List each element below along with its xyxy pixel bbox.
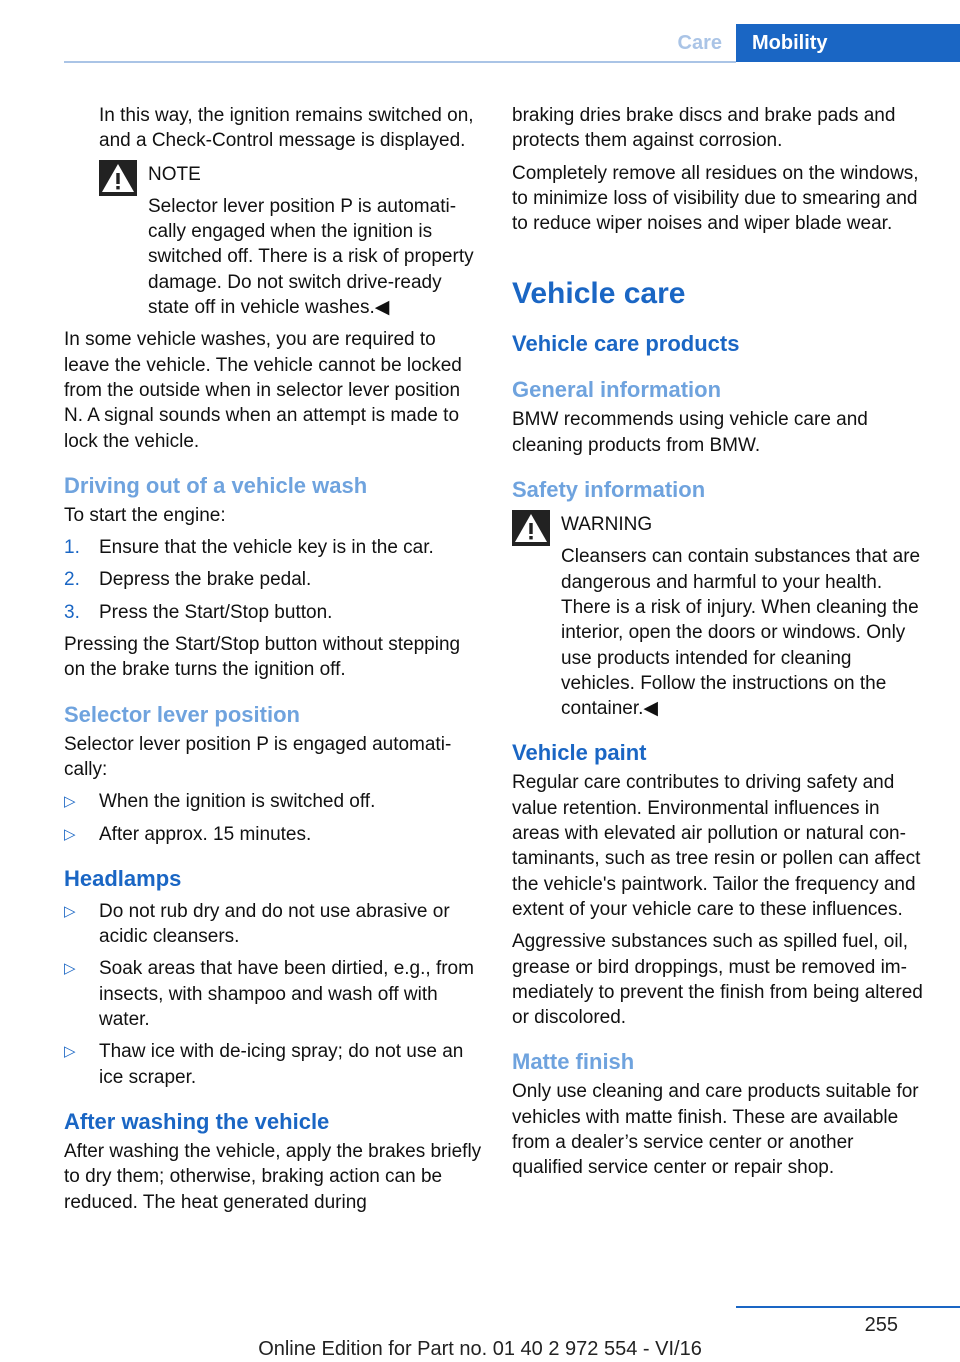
warning-box (512, 512, 928, 721)
triangle-right-icon: ▷ (64, 1043, 76, 1061)
edition-footer: Online Edition for Part no. 01 40 2 972 554 - VI/16 (258, 1338, 702, 1360)
intro-paragraph: In this way, the ignition remains switched on, and a Check-Control message is displayed. (99, 105, 474, 152)
step-text: Depress the brake pedal. (99, 569, 312, 591)
step-number: 1. (64, 537, 80, 559)
headlamps-heading: Headlamps (64, 865, 182, 891)
selector-heading: Selector lever position (64, 701, 300, 727)
driving-out-intro: To start the engine: (64, 504, 226, 526)
residues-paragraph: Completely remove all residues on the windows, to minimize loss of visibility due to smearing and to reduce wiper noises and wiper blade wear. (512, 162, 919, 235)
list-item (64, 600, 482, 625)
note-text: Selector lever position P is automatically engaged when the ignition is switched off. There is a risk of property damage. Do not switch drive-ready state off in vehicle washes.◀ (148, 195, 474, 319)
list-item (64, 567, 482, 592)
after-wash-text: After washing the vehicle, apply the brakes briefly to dry them; otherwise, braking action can be reduced. The heat generated during (64, 1140, 482, 1213)
general-info-heading: General information (512, 377, 722, 403)
bullet-text: After approx. 15 minutes. (99, 823, 312, 845)
tab-mobility[interactable]: Mobility (736, 24, 960, 62)
selector-list (64, 789, 482, 847)
triangle-right-icon: ▷ (64, 793, 76, 811)
vehicle-care-heading: Vehicle care (512, 277, 686, 311)
safety-info-heading: Safety information (512, 477, 706, 503)
bullet-text: When the ignition is switched off. (99, 791, 376, 813)
list-item (64, 956, 482, 1032)
page-number: 255 (864, 1314, 898, 1336)
warning-text: Cleansers can contain substances that are dangerous and harmful to your health. There is a risk of injury. When cleaning the interior, open the doors or windows. Only use products intended for cleaning vehicles. Follow the instructions on the container.◀ (561, 546, 921, 720)
step-text: Press the Start/Stop button. (99, 601, 333, 623)
driving-out-heading: Driving out of a vehicle wash (64, 472, 368, 498)
bullet-text: Soak areas that have been dirtied, e.g., from insects, with shampoo and wash off with water. (99, 958, 474, 1031)
vehicle-paint-p2: Aggressive substances such as spilled fuel, oil, grease or bird droppings, must be removed immediately to prevent the finish from being altered or discolored. (512, 931, 923, 1029)
tab-care[interactable]: Care (677, 32, 722, 54)
section-tabs (664, 24, 960, 62)
care-products-heading: Vehicle care products (512, 331, 740, 357)
warning-icon (99, 160, 137, 196)
step-number: 3. (64, 601, 80, 623)
warning-label: WARNING (561, 514, 653, 536)
step-number: 2. (64, 569, 80, 591)
start-engine-steps (64, 535, 482, 625)
vehicle-paint-heading: Vehicle paint (512, 740, 647, 766)
after-wash-heading: After washing the vehicle (64, 1108, 330, 1134)
start-stop-paragraph: Pressing the Start/Stop button without stepping on the brake turns the ignition off. (64, 634, 461, 681)
matte-finish-text: Only use cleaning and care products suitable for vehicles with matte finish. These are available from a dealer’s service center or another qualified service center or repair shop. (512, 1081, 919, 1179)
step-text: Ensure that the vehicle key is in the car. (99, 537, 434, 559)
headlamps-list (64, 899, 482, 1090)
triangle-right-icon: ▷ (64, 825, 76, 843)
list-item (64, 822, 482, 847)
triangle-right-icon: ▷ (64, 960, 76, 978)
list-item (64, 789, 482, 814)
list-item (64, 535, 482, 560)
triangle-right-icon: ▷ (64, 902, 76, 920)
general-info-text: BMW recommends using vehicle care and cleaning products from BMW. (512, 409, 868, 456)
list-item (64, 899, 482, 950)
note-label: NOTE (148, 163, 201, 185)
bullet-text: Thaw ice with de-icing spray; do not use an ice scraper. (99, 1041, 464, 1088)
header-divider (64, 61, 736, 63)
continued-paragraph: braking dries brake discs and brake pads and protects them against corrosion. (512, 105, 896, 152)
vehicle-paint-p1: Regular care contributes to driving safety and value retention. Environmental influences in areas with elevated air pollution or natural contaminants, such as tree resin or pollen can affect the vehicle's paintwork. Tailor the frequency and extent of your vehicle care to these influences. (512, 772, 921, 920)
warning-icon (512, 510, 550, 546)
selector-intro: Selector lever position P is engaged automatically: (64, 733, 452, 780)
footer-divider (736, 1306, 960, 1308)
left-column (64, 103, 482, 1222)
list-item (64, 1039, 482, 1090)
bullet-text: Do not rub dry and do not use abrasive or acidic cleansers. (99, 900, 450, 948)
note-box (99, 162, 482, 321)
matte-finish-heading: Matte finish (512, 1049, 635, 1075)
right-column (512, 103, 928, 1188)
leave-vehicle-paragraph: In some vehicle washes, you are required to leave the vehicle. The vehicle cannot be locked from the outside when in selector lever position N. A signal sounds when an attempt is made to lock the vehicle. (64, 329, 462, 452)
